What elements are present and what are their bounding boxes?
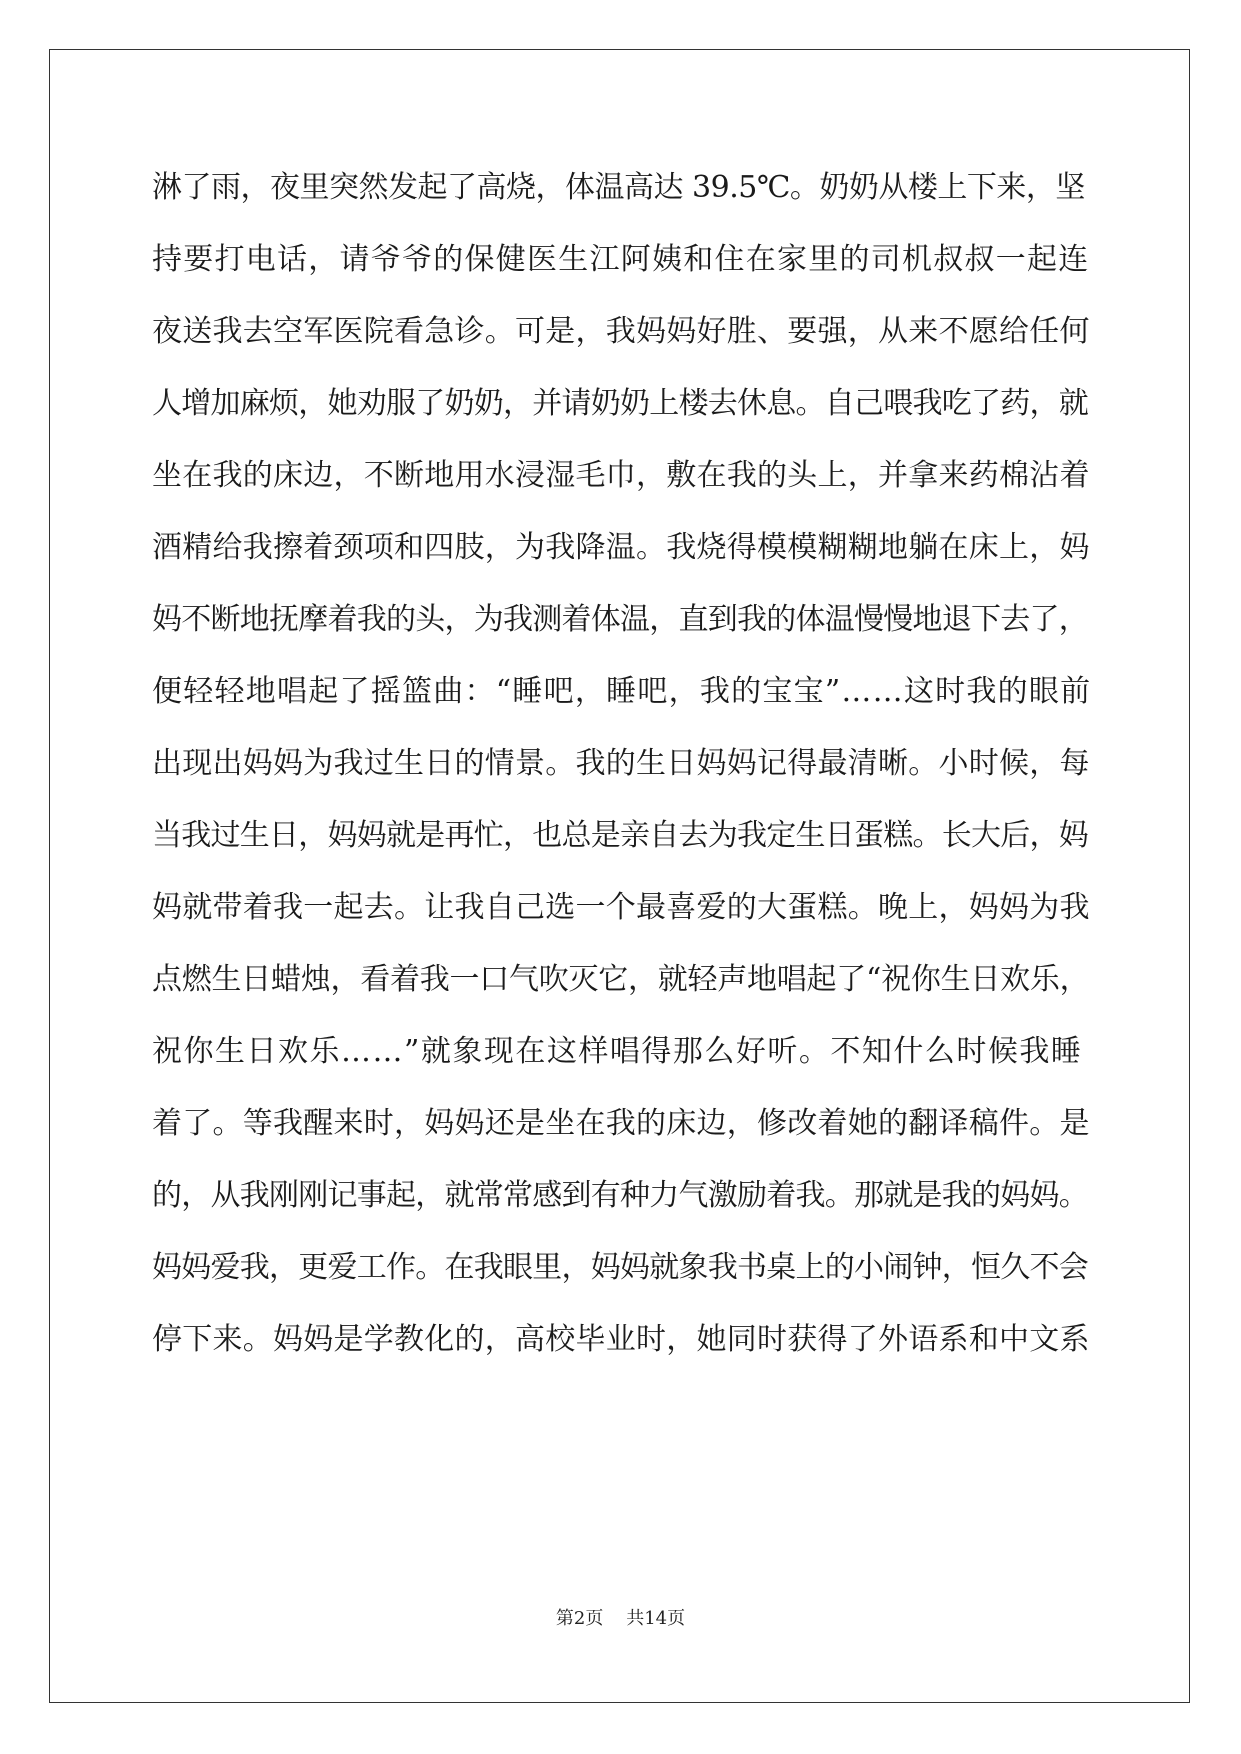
text-line: 出现出妈妈为我过生日的情景。我的生日妈妈记得最清晰。小时候，每	[152, 746, 1090, 781]
text-line: 祝你生日欢乐……”就象现在这样唱得那么好听。不知什么时候我睡	[152, 1034, 1083, 1069]
document-body	[152, 164, 1092, 1388]
page-footer	[0, 1604, 1241, 1630]
text-line: 妈妈爱我，更爱工作。在我眼里，妈妈就象我书桌上的小闹钟，恒久不会	[152, 1250, 1088, 1285]
text-line: 坐在我的床边，不断地用水浸湿毛巾，敷在我的头上，并拿来药棉沾着	[152, 458, 1090, 493]
text-line: 着了。等我醒来时，妈妈还是坐在我的床边，修改着她的翻译稿件。是	[152, 1106, 1090, 1141]
page-total: 共14页	[626, 1608, 686, 1629]
text-line: 酒精给我擦着颈项和四肢，为我降温。我烧得模模糊糊地躺在床上，妈	[152, 530, 1090, 565]
text-line: 持要打电话，请爷爷的保健医生江阿姨和住在家里的司机叔叔一起连	[152, 242, 1090, 277]
text-line: 便轻轻地唱起了摇篮曲：“睡吧，睡吧，我的宝宝”……这时我的眼前	[152, 674, 1092, 709]
text-line: 夜送我去空军医院看急诊。可是，我妈妈好胜、要强，从来不愿给任何	[152, 314, 1090, 349]
text-line: 的，从我刚刚记事起，就常常感到有种力气激励着我。那就是我的妈妈。	[152, 1178, 1088, 1213]
text-line: 当我过生日，妈妈就是再忙，也总是亲自去为我定生日蛋糕。长大后，妈	[152, 818, 1088, 853]
text-line: 妈不断地抚摩着我的头，为我测着体温，直到我的体温慢慢地退下去了，	[152, 602, 1088, 637]
text-line: 停下来。妈妈是学教化的，高校毕业时，她同时获得了外语系和中文系	[152, 1322, 1090, 1357]
text-line: 点燃生日蜡烛，看着我一口气吹灭它，就轻声地唱起了“祝你生日欢乐，	[152, 962, 1090, 997]
text-line: 人增加麻烦，她劝服了奶奶，并请奶奶上楼去休息。自己喂我吃了药，就	[152, 386, 1088, 421]
page-number: 第2页	[555, 1608, 604, 1629]
text-line: 淋了雨，夜里突然发起了高烧，体温高达 39.5℃。奶奶从楼上下来，坚	[152, 170, 1085, 205]
text-line: 妈就带着我一起去。让我自己选一个最喜爱的大蛋糕。晚上，妈妈为我	[152, 890, 1090, 925]
